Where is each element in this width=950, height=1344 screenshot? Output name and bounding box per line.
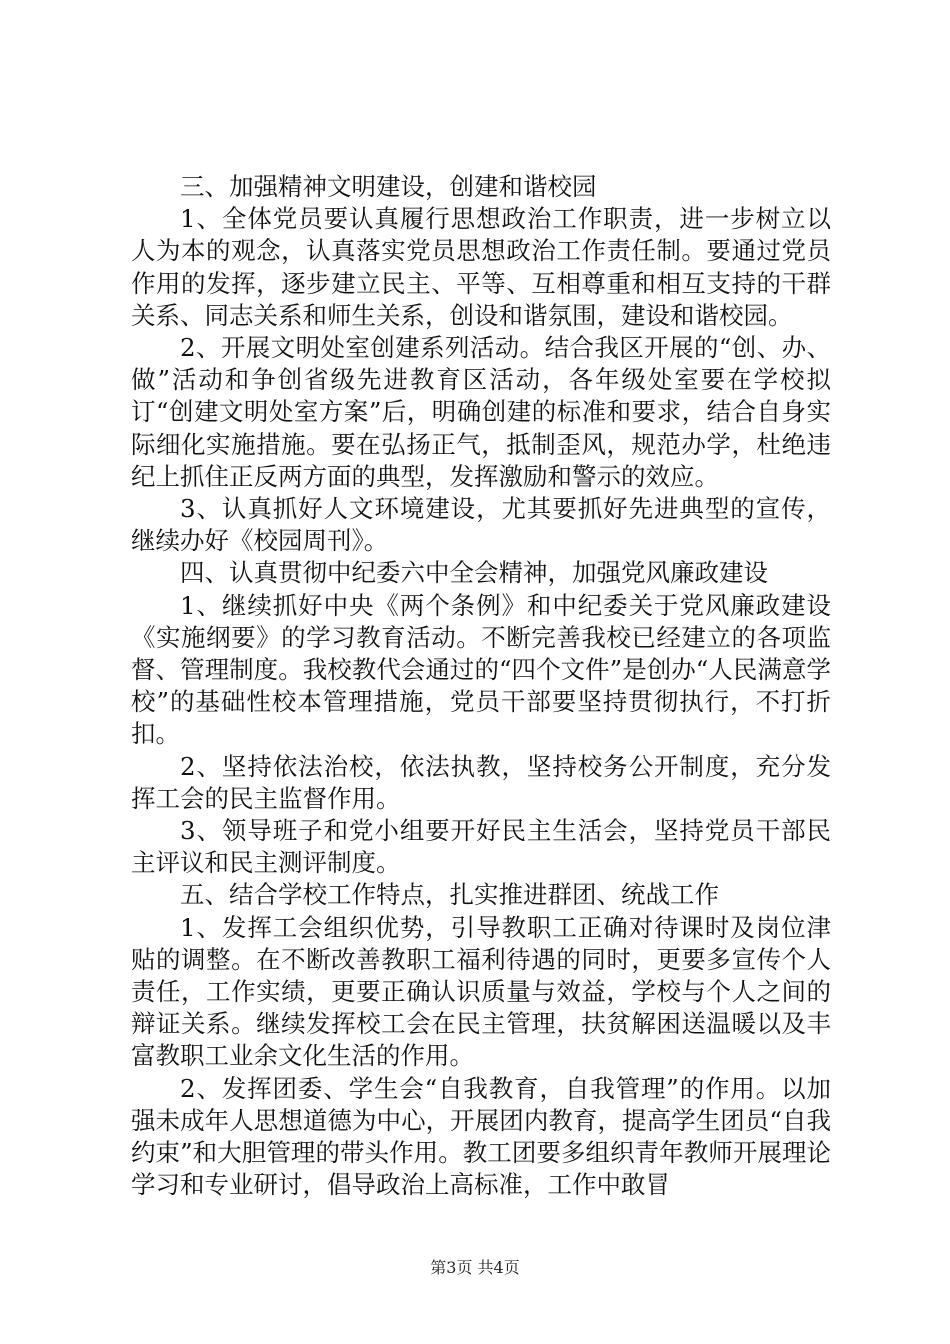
paragraph: 3、领导班子和党小组要开好民主生活会，坚持党员干部民主评议和民主测评制度。 xyxy=(131,816,831,878)
paragraph: 2、坚持依法治校，依法执教，坚持校务公开制度，充分发挥工会的民主监督作用。 xyxy=(131,751,831,813)
section-heading-3: 三、加强精神文明建设，创建和谐校园 xyxy=(180,172,597,201)
section-heading-4: 四、认真贯彻中纪委六中全会精神，加强党风廉政建设 xyxy=(180,558,768,588)
paragraph: 3、认真抓好人文环境建设，尤其要抓好先进典型的宣传，继续办好《校园周刊》。 xyxy=(131,494,831,556)
page-number-footer: 第3页 共4页 xyxy=(430,1258,520,1277)
paragraph: 1、继续抓好中央《两个条例》和中纪委关于党风廉政建设《实施纲要》的学习教育活动。不断完善我校已经建立的各项监督、管理制度。我校教代会通过的“四个文件”是创办“人民满意学校”的基础性校本管理措施，党员干部要坚持贯彻执行，不打折扣。 xyxy=(131,590,831,749)
section-heading-5: 五、结合学校工作特点，扎实推进群团、统战工作 xyxy=(180,880,719,910)
document-body xyxy=(131,171,831,1202)
paragraph: 1、全体党员要认真履行思想政治工作职责，进一步树立以人为本的观念，认真落实党员思想政治工作责任制。要通过党员作用的发挥，逐步建立民主、平等、互相尊重和相互支持的干群关系、同志关系和师生关系，创设和谐氛围，建设和谐校园。 xyxy=(131,204,831,330)
paragraph: 1、发挥工会组织优势，引导教职工正确对待课时及岗位津贴的调整。在不断改善教职工福利待遇的同时，更要多宣传个人责任，工作实绩，更要正确认识质量与效益，学校与个人之间的辩证关系。继续发挥校工会在民主管理，扶贫解困送温暖以及丰富教职工业余文化生活的作用。 xyxy=(131,912,831,1071)
paragraph: 2、开展文明处室创建系列活动。结合我区开展的“创、办、做”活动和争创省级先进教育区活动，各年级处室要在学校拟订“创建文明处室方案”后，明确创建的标准和要求，结合自身实际细化实施措施。要在弘扬正气，抵制歪风，规范办学，杜绝违纪上抓住正反两方面的典型，发挥激励和警示的效应。 xyxy=(131,333,831,491)
paragraph: 2、发挥团委、学生会“自我教育，自我管理”的作用。以加强未成年人思想道德为中心，开展团内教育，提高学生团员“自我约束”和大胆管理的带头作用。教工团要多组织青年教师开展理论学习和专业研讨，倡导政治上高标准，工作中敢冒 xyxy=(131,1073,831,1200)
